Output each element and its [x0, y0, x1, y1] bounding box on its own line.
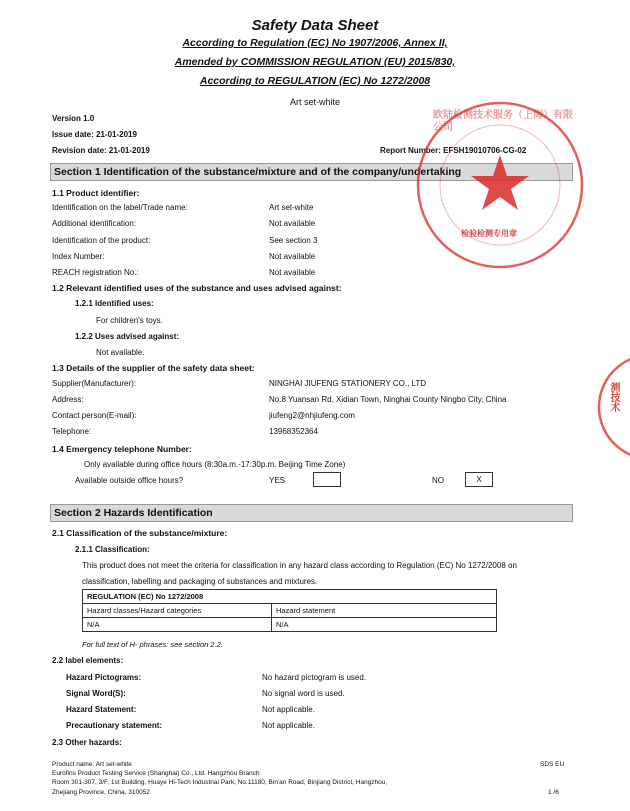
footer-company: Eurofins Product Testing Service (Shanghai) Co., Ltd. Hangzhou Branch — [52, 770, 260, 777]
report-number: Report Number: EFSH19010706-CG-02 — [380, 146, 527, 155]
heading-2-1: 2.1 Classification of the substance/mixture: — [52, 528, 228, 538]
stamp-text-arc: 欧陆检测技术服务（上海）有限公司 — [433, 110, 573, 133]
heading-1-1: 1.1 Product identifier: — [52, 188, 140, 198]
outside-hours-question: Available outside office hours? — [75, 476, 184, 485]
supplier-value: NINGHAI JIUFENG STATIONERY CO., LTD — [269, 379, 427, 388]
row-value: Art set-white — [269, 203, 314, 212]
supplier-label: Supplier(Manufacturer): — [52, 379, 137, 388]
regulation-line-2: Amended by COMMISSION REGULATION (EU) 2015/830, — [174, 56, 456, 68]
label-element-value: No hazard pictogram is used. — [262, 673, 367, 682]
label-element-value: Not applicable. — [262, 721, 315, 730]
row-label: REACH registration No.: — [52, 268, 139, 277]
heading-1-4: 1.4 Emergency telephone Number: — [52, 444, 192, 454]
row-label: Index Number: — [52, 252, 105, 261]
heading-2-3: 2.3 Other hazards: — [52, 738, 122, 747]
label-element-value: No signal word is used. — [262, 689, 345, 698]
partial-stamp-text: 测技术 — [608, 382, 619, 412]
table-col-hazard-classes: Hazard classes/Hazard categories — [83, 604, 272, 618]
table-col-hazard-statement: Hazard statement — [272, 604, 497, 618]
version: Version 1.0 — [52, 114, 95, 123]
label-element-label: Hazard Statement: — [66, 705, 137, 714]
row-value: See section 3 — [269, 236, 318, 245]
row-label: Identification of the product: — [52, 236, 151, 245]
regulation-line-3: According to REGULATION (EC) No 1272/2008 — [199, 75, 431, 87]
supplier-label: Address: — [52, 395, 84, 404]
heading-1-2: 1.2 Relevant identified uses of the substance and uses advised against: — [52, 283, 342, 293]
heading-2-1-1: 2.1.1 Classification: — [75, 545, 150, 554]
table-header: REGULATION (EC) No 1272/2008 — [83, 590, 497, 604]
row-label: Identification on the label/Trade name: — [52, 203, 188, 212]
no-label: NO — [432, 476, 444, 485]
row-value: Not available — [269, 268, 316, 277]
label-element-value: Not applicable. — [262, 705, 315, 714]
heading-2-2: 2.2 label elements: — [52, 656, 124, 665]
row-label: Additional identification: — [52, 219, 137, 228]
identified-uses: For children's toys. — [96, 316, 163, 325]
footer-address-2: Zhejiang Province, China, 310052 — [52, 789, 150, 796]
office-hours: Only available during office hours (8:30a.m.-17:30p.m. Beijing Time Zone) — [84, 460, 346, 469]
label-element-label: Precautionary statement: — [66, 721, 163, 730]
classification-text-1: This product does not meet the criteria for classification in any hazard class according to Regulation (EC) No 1272/2008 on — [82, 561, 517, 570]
product-name: Art set-white — [289, 97, 340, 107]
footer-address-1: Room 301-307, 3/F, 1st Building, Huaye Hi-Tech Industrial Park, No.11180, Bin'an Road, Binjiang District, Hangzhou, — [52, 779, 388, 786]
heading-1-3: 1.3 Details of the supplier of the safety data sheet: — [52, 363, 255, 373]
document-title: Safety Data Sheet — [251, 17, 379, 34]
table-cell: N/A — [83, 618, 272, 632]
star-icon — [471, 155, 529, 210]
supplier-value: No.8 Yuansan Rd, Xidian Town, Ninghai County Ningbo City, China — [269, 395, 507, 404]
footer-product: Product name: Art set-white — [52, 761, 132, 768]
supplier-label: Telephone: — [52, 427, 92, 436]
supplier-value: 13968352364 — [269, 427, 318, 436]
footer-page: 1 /6 — [548, 789, 559, 796]
no-checkbox[interactable]: X — [465, 472, 493, 487]
classification-text-2: classification, labelling and packaging of substances and mixtures. — [82, 577, 318, 586]
section-2-header: Section 2 Hazards Identification — [50, 504, 573, 522]
regulation-table — [82, 589, 497, 632]
uses-advised-against: Not available. — [96, 348, 145, 357]
supplier-label: Contact person(E-mail): — [52, 411, 137, 420]
footer-sds: SDS EU — [540, 761, 565, 768]
table-cell: N/A — [272, 618, 497, 632]
row-value: Not available — [269, 219, 316, 228]
label-element-label: Hazard Pictograms: — [66, 673, 142, 682]
issue-date: Issue date: 21-01-2019 — [52, 130, 137, 139]
regulation-line-1: According to Regulation (EC) No 1907/2006, Annex II, — [182, 37, 448, 49]
label-element-label: Signal Word(S): — [66, 689, 126, 698]
yes-label: YES — [269, 476, 286, 485]
supplier-value: jiufeng2@nhjiufeng.com — [269, 411, 355, 420]
section-1-header: Section 1 Identification of the substance/mixture and of the company/undertaking — [50, 163, 573, 181]
heading-1-2-2: 1.2.2 Uses advised against: — [75, 332, 180, 341]
revision-date: Revision date: 21-01-2019 — [52, 146, 150, 155]
full-text-note: For full text of H- phrases: see section 2.2. — [82, 640, 223, 649]
company-stamp — [415, 100, 585, 270]
heading-1-2-1: 1.2.1 Identified uses: — [75, 299, 154, 308]
row-value: Not available — [269, 252, 316, 261]
partial-stamp — [596, 352, 630, 462]
stamp-text-center: 检验检测专用章 — [461, 229, 517, 238]
yes-checkbox[interactable] — [313, 472, 341, 487]
